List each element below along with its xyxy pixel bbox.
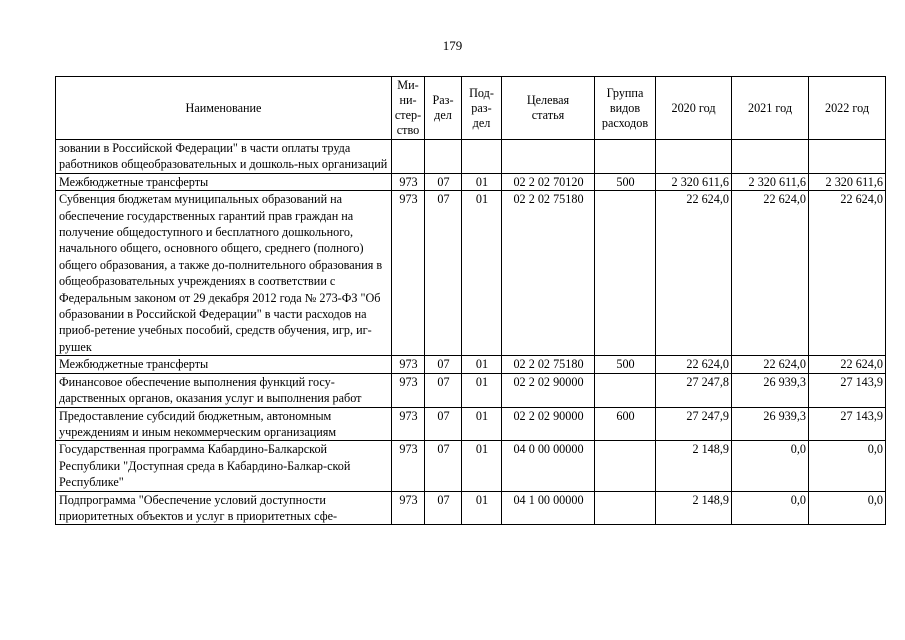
cell-subsection: 01 xyxy=(462,373,502,407)
cell-name: Предоставление субсидий бюджетным, автономным учреждениям и иным некоммерческим организациям xyxy=(56,407,392,441)
table-row xyxy=(56,191,886,356)
cell-2021: 26 939,3 xyxy=(732,407,809,441)
cell-expense-group xyxy=(595,191,656,356)
cell-target-article: 04 0 00 00000 xyxy=(502,441,595,491)
column-header-group: Группа видов расходов xyxy=(595,77,656,140)
table-header-row xyxy=(56,77,886,140)
column-header-subsection: Под- раз- дел xyxy=(462,77,502,140)
cell-section: 07 xyxy=(425,407,462,441)
cell-ministry: 973 xyxy=(392,373,425,407)
cell-ministry: 973 xyxy=(392,356,425,373)
cell-expense-group xyxy=(595,373,656,407)
cell-target-article: 02 2 02 90000 xyxy=(502,407,595,441)
column-header-name: Наименование xyxy=(56,77,392,140)
table-row xyxy=(56,407,886,441)
cell-2020: 22 624,0 xyxy=(656,356,732,373)
table-row xyxy=(56,173,886,190)
column-header-ministry: Ми- ни- стер- ство xyxy=(392,77,425,140)
cell-ministry: 973 xyxy=(392,191,425,356)
cell-expense-group: 600 xyxy=(595,407,656,441)
cell-2021: 0,0 xyxy=(732,441,809,491)
cell-ministry: 973 xyxy=(392,441,425,491)
cell-2020: 2 320 611,6 xyxy=(656,173,732,190)
cell-expense-group xyxy=(595,140,656,174)
cell-name: зовании в Российской Федерации" в части оплаты труда работников общеобразовательных и дошколь-ных организаций xyxy=(56,140,392,174)
cell-2022: 0,0 xyxy=(809,441,886,491)
cell-section: 07 xyxy=(425,373,462,407)
cell-2020 xyxy=(656,140,732,174)
cell-subsection: 01 xyxy=(462,191,502,356)
cell-target-article xyxy=(502,140,595,174)
cell-section: 07 xyxy=(425,356,462,373)
cell-subsection xyxy=(462,140,502,174)
cell-section xyxy=(425,140,462,174)
cell-2021 xyxy=(732,140,809,174)
cell-target-article: 02 2 02 70120 xyxy=(502,173,595,190)
cell-name: Субвенция бюджетам муниципальных образований на обеспечение государственных гарантий прав граждан на получение общедоступного и бесплатного дошкольного, начального общего, основного общего, среднего (полного) общего образования, а также до-полнительного образования в общеобразовательных учреждениях в соответствии с Федеральным законом от 29 декабря 2012 года № 273-ФЗ "Об образовании в Российской Федерации" в части расходов на приоб-ретение учебных пособий, средств обучения, игр, иг-рушек xyxy=(56,191,392,356)
cell-2022: 22 624,0 xyxy=(809,356,886,373)
cell-target-article: 02 2 02 75180 xyxy=(502,356,595,373)
cell-expense-group xyxy=(595,491,656,525)
cell-name: Межбюджетные трансферты xyxy=(56,173,392,190)
cell-2022: 2 320 611,6 xyxy=(809,173,886,190)
cell-2022 xyxy=(809,140,886,174)
column-header-section: Раз- дел xyxy=(425,77,462,140)
cell-name: Финансовое обеспечение выполнения функций госу-дарственных органов, оказания услуг и выполнения работ xyxy=(56,373,392,407)
cell-2022: 0,0 xyxy=(809,491,886,525)
cell-2020: 22 624,0 xyxy=(656,191,732,356)
column-header-2022: 2022 год xyxy=(809,77,886,140)
table-row xyxy=(56,441,886,491)
cell-name: Государственная программа Кабардино-Балкарской Республики "Доступная среда в Кабардино-Балкар-ской Республике" xyxy=(56,441,392,491)
cell-2021: 22 624,0 xyxy=(732,191,809,356)
cell-ministry xyxy=(392,140,425,174)
cell-2022: 27 143,9 xyxy=(809,373,886,407)
cell-2022: 22 624,0 xyxy=(809,191,886,356)
cell-2020: 2 148,9 xyxy=(656,491,732,525)
cell-2020: 27 247,9 xyxy=(656,407,732,441)
cell-expense-group: 500 xyxy=(595,173,656,190)
cell-2021: 2 320 611,6 xyxy=(732,173,809,190)
cell-ministry: 973 xyxy=(392,173,425,190)
cell-2022: 27 143,9 xyxy=(809,407,886,441)
cell-ministry: 973 xyxy=(392,491,425,525)
cell-name: Межбюджетные трансферты xyxy=(56,356,392,373)
cell-subsection: 01 xyxy=(462,441,502,491)
column-header-2021: 2021 год xyxy=(732,77,809,140)
cell-2021: 22 624,0 xyxy=(732,356,809,373)
cell-section: 07 xyxy=(425,441,462,491)
cell-section: 07 xyxy=(425,191,462,356)
page-number: 179 xyxy=(442,38,463,53)
table-row xyxy=(56,373,886,407)
cell-2021: 26 939,3 xyxy=(732,373,809,407)
cell-subsection: 01 xyxy=(462,356,502,373)
table-row xyxy=(56,356,886,373)
column-header-target: Целевая статья xyxy=(502,77,595,140)
cell-target-article: 02 2 02 90000 xyxy=(502,373,595,407)
cell-section: 07 xyxy=(425,173,462,190)
cell-target-article: 02 2 02 75180 xyxy=(502,191,595,356)
column-header-2020: 2020 год xyxy=(656,77,732,140)
budget-table xyxy=(55,76,886,525)
cell-section: 07 xyxy=(425,491,462,525)
cell-name: Подпрограмма "Обеспечение условий доступности приоритетных объектов и услуг в приоритетных сфе- xyxy=(56,491,392,525)
cell-expense-group: 500 xyxy=(595,356,656,373)
cell-2020: 2 148,9 xyxy=(656,441,732,491)
cell-subsection: 01 xyxy=(462,407,502,441)
table-row xyxy=(56,140,886,174)
cell-ministry: 973 xyxy=(392,407,425,441)
cell-2021: 0,0 xyxy=(732,491,809,525)
cell-subsection: 01 xyxy=(462,491,502,525)
cell-2020: 27 247,8 xyxy=(656,373,732,407)
cell-target-article: 04 1 00 00000 xyxy=(502,491,595,525)
table-row xyxy=(56,491,886,525)
cell-subsection: 01 xyxy=(462,173,502,190)
cell-expense-group xyxy=(595,441,656,491)
